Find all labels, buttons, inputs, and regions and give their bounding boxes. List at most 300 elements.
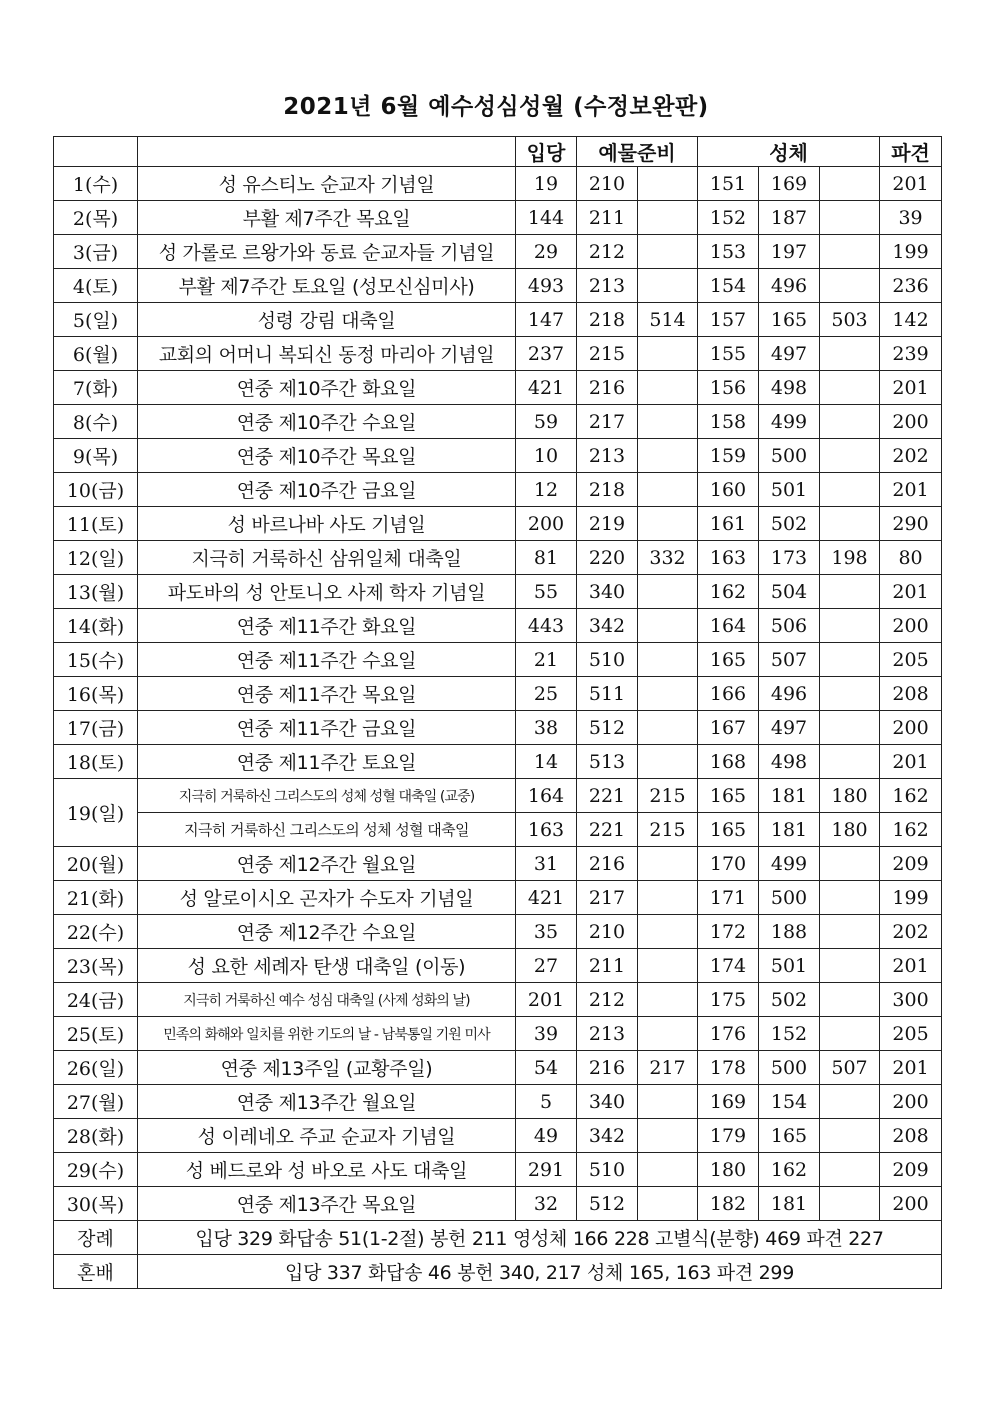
row-date: 29(수) (54, 1153, 138, 1187)
row-offertory-1: 217 (577, 405, 638, 439)
row-offertory-2 (638, 949, 698, 983)
row-offertory-2 (638, 983, 698, 1017)
table-row (54, 269, 942, 303)
row-feast-name: 부활 제7주간 토요일 (성모신심미사) (138, 269, 516, 303)
row-offertory-1: 218 (577, 473, 638, 507)
row-communion-2: 188 (759, 915, 820, 949)
row-communion-3 (820, 269, 880, 303)
row-offertory-2 (638, 1017, 698, 1051)
row-offertory-2 (638, 1153, 698, 1187)
row-offertory-2 (638, 1085, 698, 1119)
row-communion-2: 500 (759, 881, 820, 915)
header-name (138, 137, 516, 167)
row-entrance: 55 (516, 575, 577, 609)
table-row (54, 541, 942, 575)
row-communion-2: 165 (759, 1119, 820, 1153)
row-communion-3: 503 (820, 303, 880, 337)
row-date: 20(월) (54, 847, 138, 881)
row-dismissal: 199 (880, 235, 942, 269)
row-communion-1: 156 (698, 371, 759, 405)
row-date: 7(화) (54, 371, 138, 405)
row-offertory-2 (638, 881, 698, 915)
row-feast-name: 연중 제10주간 목요일 (138, 439, 516, 473)
row-feast-name: 연중 제10주간 수요일 (138, 405, 516, 439)
row-offertory-2 (638, 439, 698, 473)
row-communion-2: 154 (759, 1085, 820, 1119)
row-date: 22(수) (54, 915, 138, 949)
row-offertory-1: 342 (577, 609, 638, 643)
row-communion-1: 153 (698, 235, 759, 269)
row-communion-1: 170 (698, 847, 759, 881)
row-dismissal: 290 (880, 507, 942, 541)
table-row (54, 507, 942, 541)
row-communion-2: 181 (759, 1187, 820, 1221)
row-communion-2: 499 (759, 405, 820, 439)
row-communion-2: 500 (759, 439, 820, 473)
row-feast-name: 성령 강림 대축일 (138, 303, 516, 337)
row-communion-3 (820, 405, 880, 439)
row-communion-1: 169 (698, 1085, 759, 1119)
hymn-schedule-table (53, 136, 942, 1289)
row-offertory-1: 212 (577, 983, 638, 1017)
row-entrance: 421 (516, 881, 577, 915)
row-communion-2: 502 (759, 507, 820, 541)
row-dismissal: 162 (880, 779, 942, 813)
row-date: 27(월) (54, 1085, 138, 1119)
header-entrance: 입당 (516, 137, 577, 167)
row-communion-3 (820, 915, 880, 949)
row-offertory-2 (638, 507, 698, 541)
row-entrance: 163 (516, 813, 577, 847)
row-feast-name: 성 이레네오 주교 순교자 기념일 (138, 1119, 516, 1153)
row-communion-1: 159 (698, 439, 759, 473)
row-offertory-1: 340 (577, 575, 638, 609)
row-feast-name: 성 베드로와 성 바오로 사도 대축일 (138, 1153, 516, 1187)
row-communion-1: 165 (698, 643, 759, 677)
row-date: 24(금) (54, 983, 138, 1017)
row-offertory-1: 512 (577, 711, 638, 745)
row-entrance: 25 (516, 677, 577, 711)
row-offertory-1: 216 (577, 1051, 638, 1085)
row-date: 13(월) (54, 575, 138, 609)
row-offertory-2 (638, 405, 698, 439)
row-communion-3 (820, 745, 880, 779)
row-entrance: 5 (516, 1085, 577, 1119)
row-dismissal: 201 (880, 371, 942, 405)
row-entrance: 31 (516, 847, 577, 881)
row-offertory-1: 213 (577, 1017, 638, 1051)
row-entrance: 38 (516, 711, 577, 745)
row-offertory-2: 215 (638, 779, 698, 813)
row-communion-2: 507 (759, 643, 820, 677)
row-entrance: 59 (516, 405, 577, 439)
row-entrance: 291 (516, 1153, 577, 1187)
row-communion-3 (820, 201, 880, 235)
row-offertory-1: 216 (577, 371, 638, 405)
row-feast-name: 연중 제12주간 수요일 (138, 915, 516, 949)
table-row (54, 371, 942, 405)
row-communion-3 (820, 507, 880, 541)
header-row (54, 137, 942, 167)
row-communion-2: 169 (759, 167, 820, 201)
row-dismissal: 162 (880, 813, 942, 847)
row-offertory-1: 213 (577, 439, 638, 473)
row-feast-name: 지극히 거룩하신 그리스도의 성체 성혈 대축일 (교중) (138, 779, 516, 813)
table-row (54, 949, 942, 983)
page-title: 2021년 6월 예수성심성월 (수정보완판) (283, 94, 709, 120)
row-communion-1: 172 (698, 915, 759, 949)
row-dismissal: 39 (880, 201, 942, 235)
row-date: 14(화) (54, 609, 138, 643)
row-offertory-2 (638, 235, 698, 269)
row-date: 6(월) (54, 337, 138, 371)
row-communion-3 (820, 643, 880, 677)
row-feast-name: 성 유스티노 순교자 기념일 (138, 167, 516, 201)
row-entrance: 237 (516, 337, 577, 371)
table-row (54, 201, 942, 235)
row-dismissal: 202 (880, 439, 942, 473)
row-communion-3 (820, 881, 880, 915)
row-dismissal: 200 (880, 711, 942, 745)
row-offertory-1: 218 (577, 303, 638, 337)
row-dismissal: 202 (880, 915, 942, 949)
row-entrance: 147 (516, 303, 577, 337)
row-offertory-1: 219 (577, 507, 638, 541)
row-date: 16(목) (54, 677, 138, 711)
row-feast-name: 파도바의 성 안토니오 사제 학자 기념일 (138, 575, 516, 609)
row-communion-2: 506 (759, 609, 820, 643)
wedding-label: 혼배 (54, 1255, 138, 1289)
row-entrance: 421 (516, 371, 577, 405)
table-row (54, 1085, 942, 1119)
row-offertory-1: 216 (577, 847, 638, 881)
row-offertory-1: 510 (577, 1153, 638, 1187)
row-communion-1: 178 (698, 1051, 759, 1085)
row-communion-3 (820, 1153, 880, 1187)
row-offertory-2 (638, 337, 698, 371)
row-communion-3 (820, 371, 880, 405)
table-row (54, 405, 942, 439)
row-offertory-2 (638, 711, 698, 745)
row-offertory-2 (638, 915, 698, 949)
table-row (54, 1153, 942, 1187)
row-communion-1: 175 (698, 983, 759, 1017)
row-feast-name: 연중 제11주간 수요일 (138, 643, 516, 677)
row-communion-3 (820, 575, 880, 609)
row-communion-1: 167 (698, 711, 759, 745)
row-communion-2: 197 (759, 235, 820, 269)
row-entrance: 54 (516, 1051, 577, 1085)
row-communion-1: 152 (698, 201, 759, 235)
row-communion-3 (820, 1187, 880, 1221)
row-dismissal: 239 (880, 337, 942, 371)
header-offertory: 예물준비 (577, 137, 698, 167)
table-row (54, 881, 942, 915)
row-entrance: 144 (516, 201, 577, 235)
row-feast-name: 연중 제10주간 금요일 (138, 473, 516, 507)
table-row (54, 847, 942, 881)
row-communion-2: 496 (759, 269, 820, 303)
row-communion-1: 158 (698, 405, 759, 439)
row-feast-name: 교회의 어머니 복되신 동정 마리아 기념일 (138, 337, 516, 371)
row-offertory-1: 212 (577, 235, 638, 269)
row-feast-name: 연중 제11주간 토요일 (138, 745, 516, 779)
row-communion-2: 501 (759, 473, 820, 507)
table-row (54, 1017, 942, 1051)
row-feast-name: 민족의 화해와 일치를 위한 기도의 날 - 남북통일 기원 미사 (138, 1017, 516, 1051)
row-date: 28(화) (54, 1119, 138, 1153)
row-entrance: 21 (516, 643, 577, 677)
row-communion-1: 168 (698, 745, 759, 779)
row-offertory-2 (638, 1187, 698, 1221)
row-offertory-1: 210 (577, 167, 638, 201)
row-communion-1: 166 (698, 677, 759, 711)
row-feast-name: 연중 제11주간 금요일 (138, 711, 516, 745)
row-offertory-2: 215 (638, 813, 698, 847)
row-dismissal: 142 (880, 303, 942, 337)
row-communion-3 (820, 677, 880, 711)
row-communion-1: 165 (698, 813, 759, 847)
row-entrance: 35 (516, 915, 577, 949)
row-communion-3: 180 (820, 813, 880, 847)
row-communion-2: 499 (759, 847, 820, 881)
row-date: 9(목) (54, 439, 138, 473)
row-offertory-2 (638, 609, 698, 643)
table-row (54, 235, 942, 269)
row-entrance: 200 (516, 507, 577, 541)
row-offertory-1: 513 (577, 745, 638, 779)
row-date: 21(화) (54, 881, 138, 915)
row-communion-3 (820, 167, 880, 201)
funeral-label: 장례 (54, 1221, 138, 1255)
row-dismissal: 201 (880, 745, 942, 779)
row-date: 26(일) (54, 1051, 138, 1085)
row-date: 1(수) (54, 167, 138, 201)
row-communion-2: 181 (759, 779, 820, 813)
row-offertory-2 (638, 745, 698, 779)
header-dismissal: 파견 (880, 137, 942, 167)
row-dismissal: 205 (880, 643, 942, 677)
row-date: 15(수) (54, 643, 138, 677)
row-offertory-1: 512 (577, 1187, 638, 1221)
wedding-row (54, 1255, 942, 1289)
row-date: 3(금) (54, 235, 138, 269)
row-communion-2: 500 (759, 1051, 820, 1085)
table-row (54, 915, 942, 949)
table-row (54, 1187, 942, 1221)
row-communion-3 (820, 473, 880, 507)
row-offertory-1: 217 (577, 881, 638, 915)
row-offertory-1: 510 (577, 643, 638, 677)
row-entrance: 81 (516, 541, 577, 575)
row-communion-3 (820, 711, 880, 745)
row-communion-1: 165 (698, 779, 759, 813)
row-offertory-2 (638, 1119, 698, 1153)
row-communion-1: 179 (698, 1119, 759, 1153)
row-date: 18(토) (54, 745, 138, 779)
row-communion-1: 162 (698, 575, 759, 609)
row-offertory-2 (638, 847, 698, 881)
row-offertory-1: 213 (577, 269, 638, 303)
table-row (54, 439, 942, 473)
row-offertory-2 (638, 167, 698, 201)
row-date: 5(일) (54, 303, 138, 337)
row-communion-2: 187 (759, 201, 820, 235)
row-date: 17(금) (54, 711, 138, 745)
row-offertory-1: 220 (577, 541, 638, 575)
row-dismissal: 201 (880, 1051, 942, 1085)
table-row (54, 983, 942, 1017)
row-entrance: 32 (516, 1187, 577, 1221)
row-dismissal: 200 (880, 1187, 942, 1221)
table-row (54, 473, 942, 507)
funeral-row (54, 1221, 942, 1255)
row-offertory-2 (638, 643, 698, 677)
row-entrance: 14 (516, 745, 577, 779)
row-offertory-2 (638, 677, 698, 711)
row-feast-name: 지극히 거룩하신 그리스도의 성체 성혈 대축일 (138, 813, 516, 847)
table-row (54, 643, 942, 677)
row-entrance: 12 (516, 473, 577, 507)
table-row (54, 745, 942, 779)
row-dismissal: 199 (880, 881, 942, 915)
row-entrance: 10 (516, 439, 577, 473)
row-communion-2: 502 (759, 983, 820, 1017)
row-offertory-1: 210 (577, 915, 638, 949)
row-offertory-2 (638, 201, 698, 235)
row-feast-name: 부활 제7주간 목요일 (138, 201, 516, 235)
row-communion-2: 162 (759, 1153, 820, 1187)
table-row (54, 813, 942, 847)
row-feast-name: 성 가롤로 르왕가와 동료 순교자들 기념일 (138, 235, 516, 269)
row-entrance: 443 (516, 609, 577, 643)
row-offertory-2: 514 (638, 303, 698, 337)
row-communion-3 (820, 439, 880, 473)
row-communion-1: 161 (698, 507, 759, 541)
row-dismissal: 201 (880, 949, 942, 983)
row-entrance: 27 (516, 949, 577, 983)
row-offertory-2 (638, 473, 698, 507)
row-communion-1: 157 (698, 303, 759, 337)
row-feast-name: 지극히 거룩하신 예수 성심 대축일 (사제 성화의 날) (138, 983, 516, 1017)
row-date: 2(목) (54, 201, 138, 235)
table-row (54, 303, 942, 337)
row-feast-name: 성 요한 세례자 탄생 대축일 (이동) (138, 949, 516, 983)
row-feast-name: 연중 제13주일 (교황주일) (138, 1051, 516, 1085)
row-communion-1: 176 (698, 1017, 759, 1051)
row-dismissal: 80 (880, 541, 942, 575)
row-communion-2: 165 (759, 303, 820, 337)
row-dismissal: 236 (880, 269, 942, 303)
row-offertory-2: 332 (638, 541, 698, 575)
row-communion-2: 498 (759, 371, 820, 405)
row-dismissal: 300 (880, 983, 942, 1017)
row-dismissal: 200 (880, 1085, 942, 1119)
table-row (54, 711, 942, 745)
row-offertory-1: 221 (577, 813, 638, 847)
row-communion-1: 182 (698, 1187, 759, 1221)
row-offertory-2 (638, 269, 698, 303)
row-communion-2: 152 (759, 1017, 820, 1051)
row-communion-3 (820, 609, 880, 643)
row-communion-2: 498 (759, 745, 820, 779)
row-date: 8(수) (54, 405, 138, 439)
row-feast-name: 지극히 거룩하신 삼위일체 대축일 (138, 541, 516, 575)
row-communion-3: 507 (820, 1051, 880, 1085)
row-entrance: 201 (516, 983, 577, 1017)
row-dismissal: 201 (880, 167, 942, 201)
row-offertory-1: 511 (577, 677, 638, 711)
row-offertory-1: 340 (577, 1085, 638, 1119)
row-communion-3 (820, 1119, 880, 1153)
row-feast-name: 연중 제13주간 월요일 (138, 1085, 516, 1119)
row-date: 12(일) (54, 541, 138, 575)
row-feast-name: 연중 제13주간 목요일 (138, 1187, 516, 1221)
row-offertory-1: 215 (577, 337, 638, 371)
row-communion-1: 154 (698, 269, 759, 303)
row-communion-2: 173 (759, 541, 820, 575)
row-dismissal: 208 (880, 1119, 942, 1153)
row-communion-1: 155 (698, 337, 759, 371)
row-entrance: 19 (516, 167, 577, 201)
row-communion-1: 160 (698, 473, 759, 507)
row-entrance: 493 (516, 269, 577, 303)
row-dismissal: 209 (880, 847, 942, 881)
row-date: 10(금) (54, 473, 138, 507)
row-dismissal: 208 (880, 677, 942, 711)
row-offertory-2: 217 (638, 1051, 698, 1085)
row-date: 25(토) (54, 1017, 138, 1051)
row-feast-name: 성 알로이시오 곤자가 수도자 기념일 (138, 881, 516, 915)
row-feast-name: 연중 제11주간 화요일 (138, 609, 516, 643)
row-communion-2: 504 (759, 575, 820, 609)
table-row (54, 575, 942, 609)
table-row (54, 167, 942, 201)
row-dismissal: 200 (880, 405, 942, 439)
row-feast-name: 연중 제10주간 화요일 (138, 371, 516, 405)
funeral-hymns: 입당 329 화답송 51(1-2절) 봉헌 211 영성체 166 228 고별식(분향) 469 파견 227 (138, 1221, 942, 1255)
row-communion-3 (820, 1017, 880, 1051)
row-date: 19(일) (54, 779, 138, 847)
row-communion-3 (820, 235, 880, 269)
row-offertory-2 (638, 371, 698, 405)
header-communion: 성체 (698, 137, 880, 167)
row-dismissal: 201 (880, 575, 942, 609)
table-row (54, 609, 942, 643)
table-row (54, 779, 942, 813)
row-dismissal: 200 (880, 609, 942, 643)
row-offertory-1: 342 (577, 1119, 638, 1153)
row-communion-3 (820, 949, 880, 983)
row-offertory-1: 211 (577, 949, 638, 983)
row-date: 23(목) (54, 949, 138, 983)
row-communion-2: 501 (759, 949, 820, 983)
table-row (54, 1051, 942, 1085)
row-offertory-1: 221 (577, 779, 638, 813)
row-communion-1: 174 (698, 949, 759, 983)
row-communion-1: 163 (698, 541, 759, 575)
header-date (54, 137, 138, 167)
row-communion-1: 171 (698, 881, 759, 915)
row-communion-1: 151 (698, 167, 759, 201)
row-communion-3: 198 (820, 541, 880, 575)
row-feast-name: 성 바르나바 사도 기념일 (138, 507, 516, 541)
row-communion-1: 180 (698, 1153, 759, 1187)
row-communion-3: 180 (820, 779, 880, 813)
row-offertory-1: 211 (577, 201, 638, 235)
row-date: 11(토) (54, 507, 138, 541)
row-communion-2: 497 (759, 711, 820, 745)
